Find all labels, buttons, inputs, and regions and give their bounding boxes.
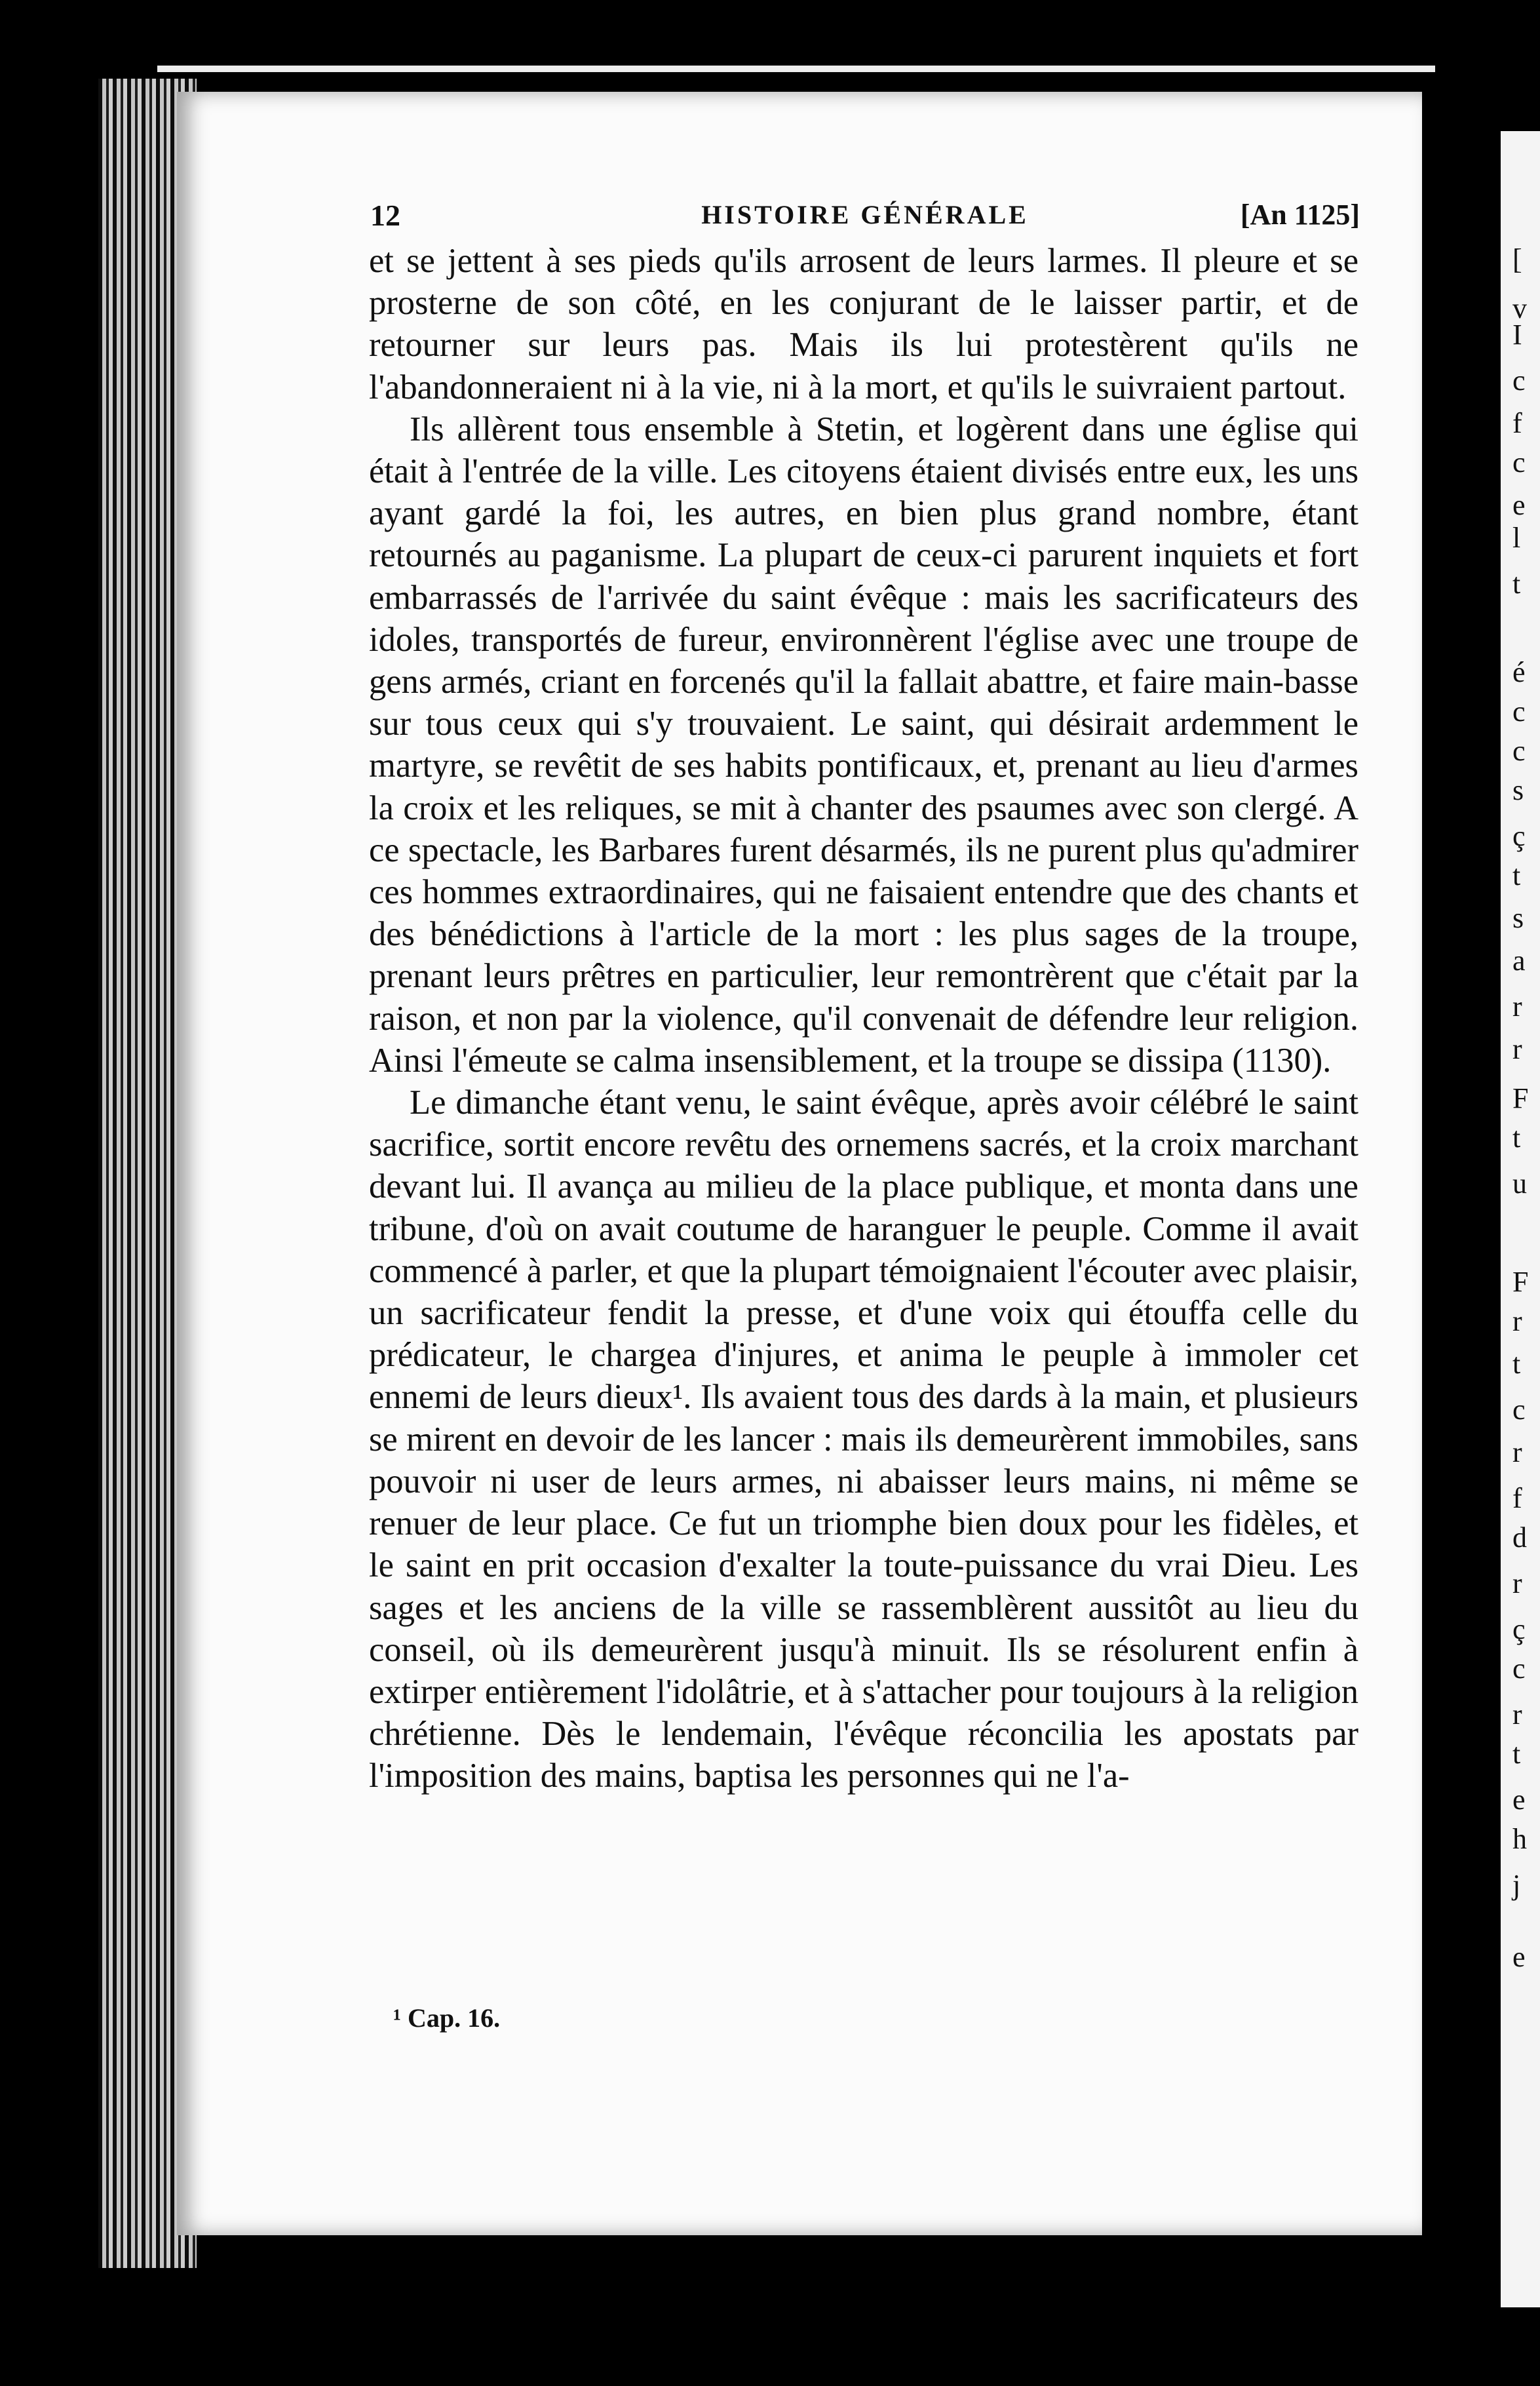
facing-page-letter: F (1512, 1266, 1529, 1298)
facing-page-letter: a (1512, 945, 1526, 977)
facing-page-letter: r (1512, 1033, 1522, 1065)
facing-page-letter: t (1512, 859, 1521, 891)
facing-page-letter: r (1512, 1567, 1522, 1599)
facing-page-letter: r (1512, 1436, 1522, 1468)
facing-page-letter: s (1512, 774, 1524, 806)
facing-page-letter: c (1512, 695, 1526, 728)
page-top-edge (157, 66, 1435, 72)
year-marker: [An 1125] (1240, 199, 1360, 231)
paragraph: Ils allèrent tous ensemble à Stetin, et logèrent dans une église qui était à l'entrée de la ville. Les citoyens étaient divisés entre eux, les uns ayant gardé la foi, les autres, en bien plus grand nombre, étant retournés au paganisme. La plupart de ceux-ci parurent inquiets et fort embarrassés de l'arrivée du saint évêque : mais les sacrificateurs des idoles, transportés de fureur, environnèrent l'église avec une troupe de gens armés, criant en forcenés qu'il la fallait abattre, et faire main-basse sur tous ceux qui s'y trouvaient. Le saint, qui désirait ardemment le martyre, se revêtit de ses habits pontificaux, et, prenant au lieu d'armes la croix et les reliques, se mit à chanter des psaumes avec son clergé. A ce spectacle, les Barbares furent désarmés, ils ne purent plus qu'admirer ces hommes extraordinaires, qui ne faisaient entendre que des chants et des bénédictions à l'article de la mort : les plus sages de la troupe, prenant leurs prêtres en particulier, leur remontrèrent que c'était par la raison, et non par la violence, qu'il convenait de défendre leur religion. Ainsi l'émeute se calma insensiblement, et la troupe se dissipa (1130). (369, 410, 1358, 1080)
running-header (370, 198, 1360, 237)
facing-page-letter: c (1512, 364, 1526, 397)
facing-page-letter: r (1512, 990, 1522, 1023)
body-text (369, 240, 1358, 1797)
paragraph: et se jettent à ses pieds qu'ils arrosent de leurs larmes. Il pleure et se prosterne de son côté, en les conjurant de le laisser partir, et de retourner sur leurs pas. Mais ils lui protestèrent qu'ils ne l'abandonneraient ni à la vie, ni à la mort, et qu'ils le suivraient partout. (369, 242, 1358, 406)
facing-page-letter: r (1512, 1305, 1522, 1337)
facing-page-letter: v (1512, 292, 1527, 324)
paragraph: Le dimanche étant venu, le saint évêque, après avoir célébré le saint sacrifice, sortit encore revêtu des ornemens sacrés, et la croix marchant devant lui. Il avança au milieu de la place publique, et monta dans une tribune, d'où on avait coutume de haranguer le peuple. Comme il avait commencé à parler, et que la plupart témoignaient l'écouter avec plaisir, un sacrificateur fendit la presse, et d'une voix qui étouffa celle du prédicateur, le chargea d'injures, et anima le peuple à immoler cet ennemi de leurs dieux¹. Ils avaient tous des dards à la main, et plusieurs se mirent en devoir de les lancer : mais ils demeurèrent immobiles, sans pouvoir ni user de leurs armes, ni abaisser leurs mains, ni même se renuer de leur place. Ce fut un triomphe bien doux pour les fidèles, et le saint en prit occasion d'exalter la toute-puissance du vrai Dieu. Les sages et les anciens de la ville se rassemblèrent aussitôt au lieu du conseil, où ils demeurèrent jusqu'à minuit. Ils se résolurent enfin à extirper entièrement l'idolâtrie, et à s'attacher pour toujours à la religion chrétienne. Dès le lendemain, l'évêque réconcilia les apostats par l'imposition des mains, baptisa les personnes qui ne l'a- (369, 1084, 1358, 1795)
facing-page-letter: c (1512, 1653, 1526, 1685)
next-page-edge (1501, 131, 1540, 2307)
running-title: HISTOIRE GÉNÉRALE (701, 200, 1029, 229)
facing-page-letter: f (1512, 407, 1522, 439)
facing-page-letter: r (1512, 1698, 1522, 1731)
facing-page-letter: e (1512, 1941, 1526, 1973)
facing-page-letter: t (1512, 1738, 1521, 1770)
facing-page-letter: h (1512, 1823, 1527, 1855)
page-number: 12 (370, 199, 400, 232)
facing-page-letter: [ (1512, 243, 1522, 275)
facing-page-letter: ç (1512, 820, 1526, 852)
facing-page-letter: c (1512, 1394, 1526, 1426)
facing-page-letter: c (1512, 446, 1526, 479)
footnote: ¹ Cap. 16. (393, 2003, 501, 2033)
facing-page-letter: t (1512, 568, 1521, 600)
facing-page-letter: u (1512, 1167, 1527, 1200)
facing-page-letter: d (1512, 1521, 1527, 1554)
facing-page-letter: ç (1512, 1613, 1526, 1645)
facing-page-letter: t (1512, 1348, 1521, 1380)
facing-page-letter: t (1512, 1122, 1521, 1154)
facing-page-letter: é (1512, 656, 1526, 688)
facing-page-letter: l (1512, 522, 1521, 554)
facing-page-letter: c (1512, 735, 1526, 767)
facing-page-letter: j (1512, 1869, 1521, 1901)
facing-page-letter: s (1512, 902, 1524, 934)
facing-page-letter: e (1512, 489, 1526, 521)
facing-page-letter: f (1512, 1482, 1522, 1514)
facing-page-letter: e (1512, 1784, 1526, 1816)
facing-page-letter: F (1512, 1082, 1529, 1114)
facing-page-letter: I (1512, 319, 1522, 351)
